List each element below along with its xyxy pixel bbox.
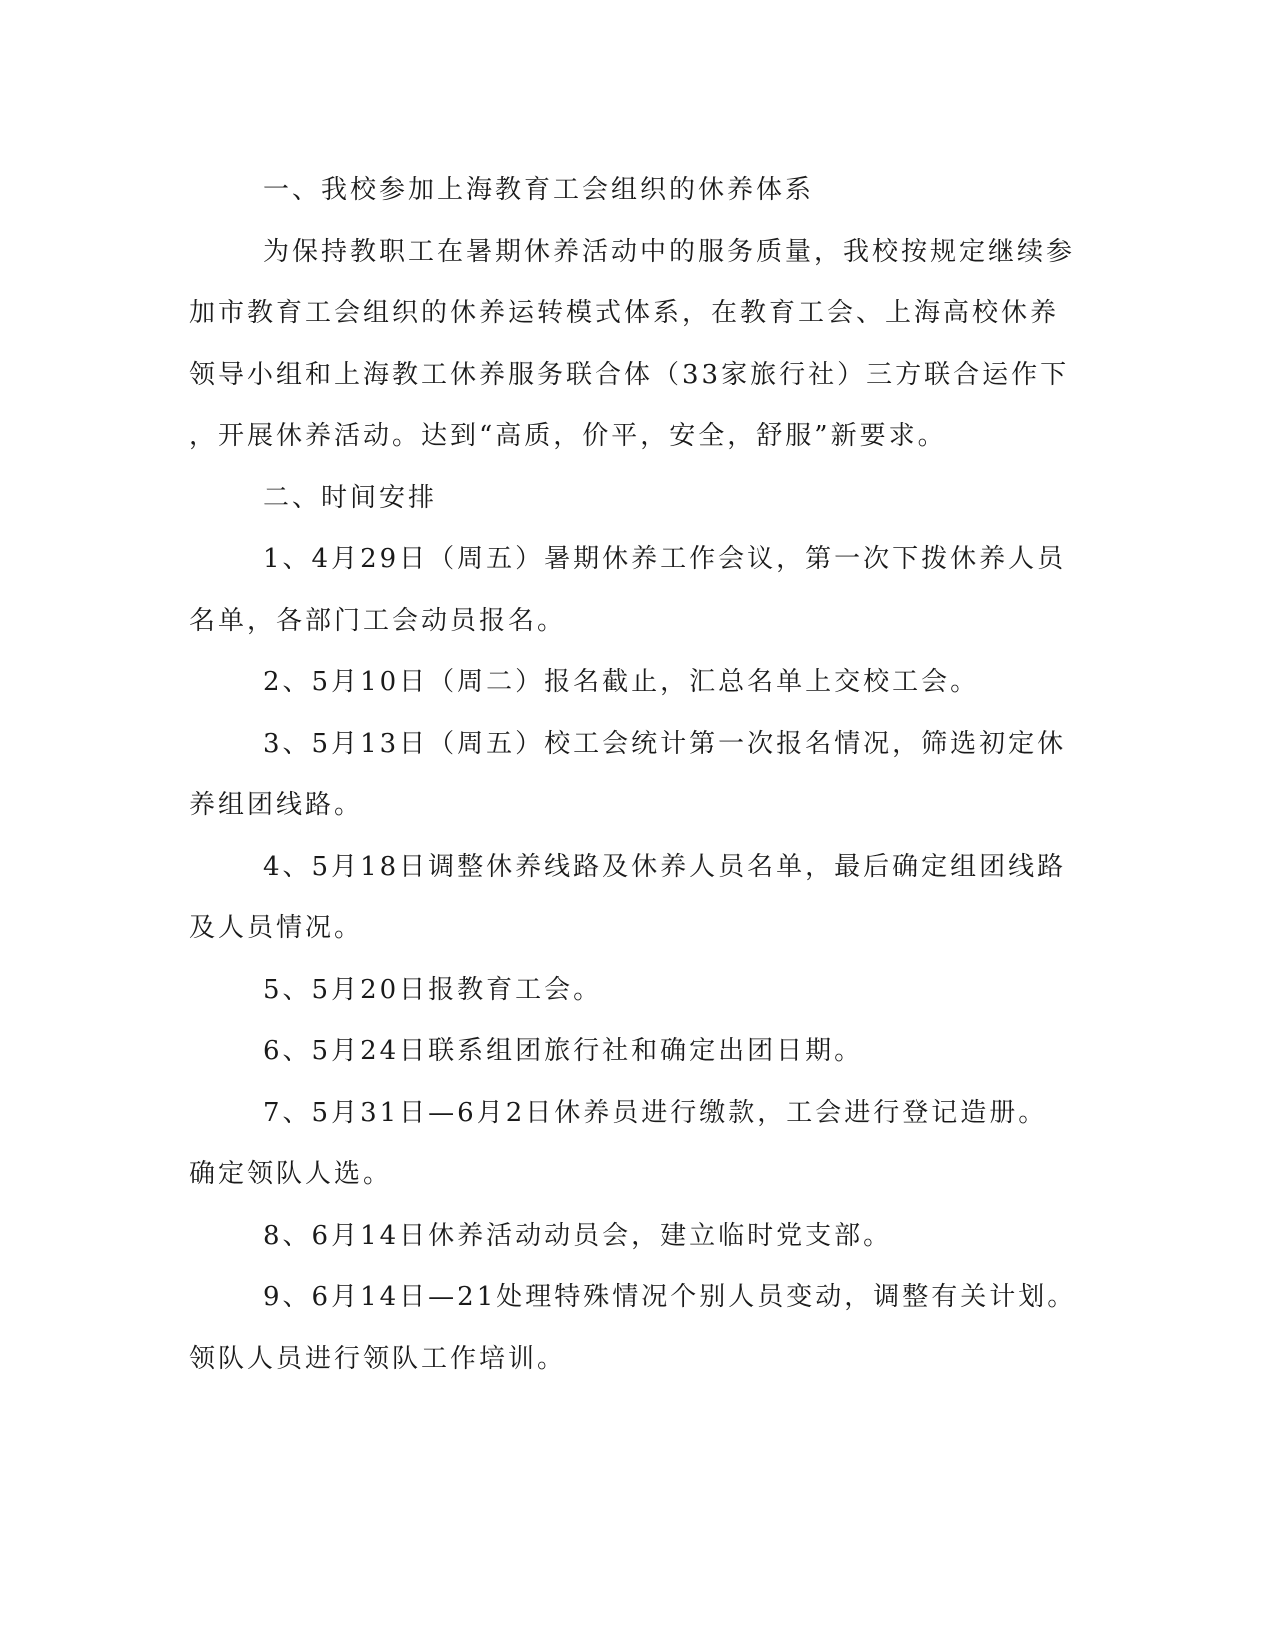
schedule-item — [189, 1083, 1079, 1206]
schedule-item — [189, 960, 1079, 1022]
schedule-item — [189, 529, 1079, 652]
text-line: 加市教育工会组织的休养运转模式体系，在教育工会、上海高校休养 — [189, 298, 1060, 328]
schedule-item — [189, 1021, 1079, 1083]
text-line: 领队人员进行领队工作培训。 — [189, 1343, 567, 1374]
schedule-item — [189, 652, 1079, 714]
schedule-item — [189, 837, 1079, 960]
schedule-item — [189, 714, 1079, 837]
text-line: 3、5月13日（周五）校工会统计第一次报名情况，筛选初定休 — [263, 728, 1067, 759]
text-line: 9、6月14日—21处理特殊情况个别人员变动，调整有关计划。 — [263, 1282, 1077, 1312]
section-heading: 一、我校参加上海教育工会组织的休养体系 — [263, 175, 815, 205]
text-line: 7、5月31日—6月2日休养员进行缴款，工会进行登记造册。 — [263, 1097, 1048, 1128]
section-heading: 二、时间安排 — [263, 482, 438, 513]
schedule-item — [189, 1267, 1079, 1390]
section-paragraph — [189, 222, 1079, 468]
text-line: 名单，各部门工会动员报名。 — [189, 605, 567, 636]
text-line: ，开展休养活动。达到“高质，价平，安全，舒服”新要求。 — [189, 421, 947, 451]
text-line: 2、5月10日（周二）报名截止，汇总名单上交校工会。 — [263, 667, 980, 697]
document-body — [189, 160, 1079, 1390]
text-line: 5、5月20日报教育工会。 — [263, 974, 603, 1005]
text-line: 及人员情况。 — [189, 913, 364, 943]
text-line: 为保持教职工在暑期休养活动中的服务质量，我校按规定继续参 — [263, 236, 1076, 267]
text-line: 4、5月18日调整休养线路及休养人员名单，最后确定组团线路 — [263, 851, 1067, 882]
text-line: 8、6月14日休养活动动员会，建立临时党支部。 — [263, 1220, 893, 1251]
text-line: 6、5月24日联系组团旅行社和确定出团日期。 — [263, 1036, 864, 1066]
text-line: 领导小组和上海教工休养服务联合体（33家旅行社）三方联合运作下 — [189, 359, 1070, 390]
schedule-item — [189, 1206, 1079, 1268]
text-line: 确定领队人选。 — [189, 1159, 393, 1189]
text-line: 1、4月29日（周五）暑期休养工作会议，第一次下拨休养人员 — [263, 544, 1067, 574]
text-line: 养组团线路。 — [189, 790, 364, 820]
